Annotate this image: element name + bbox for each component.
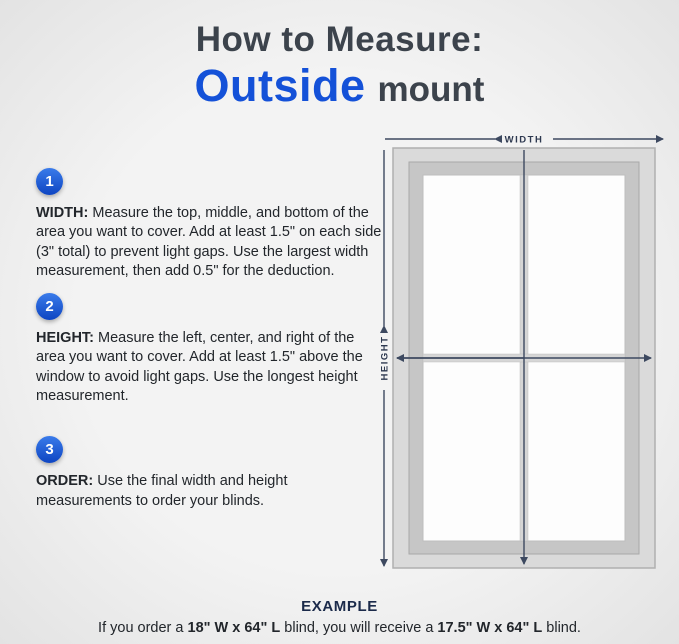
step-3-text [36, 472, 382, 511]
step-3-body: Use the final width and height measurements to order your blinds. [36, 473, 288, 509]
window-diagram [377, 130, 671, 586]
height-label: HEIGHT [379, 335, 391, 381]
step-1-number: 1 [45, 173, 54, 190]
step-1-body: Measure the top, middle, and bottom of the area you want to cover. Add at least 1.5" on each side (3" total) to prevent light gaps. Use the largest width measurement, then add 0.5" for the deduction. [36, 205, 382, 279]
step-3-label: ORDER: [36, 473, 94, 490]
example-suffix: blind. [542, 620, 581, 636]
page-title [0, 20, 679, 112]
steps-column [36, 168, 382, 523]
step-3-badge [36, 436, 63, 463]
example-middle: blind, you will receive a [280, 620, 438, 636]
step-1 [36, 168, 382, 281]
title-line2 [0, 61, 679, 111]
title-accent: Outside [194, 60, 366, 112]
title-suffix: mount [377, 70, 485, 110]
example-section [0, 598, 679, 636]
step-2 [36, 293, 382, 406]
example-heading: EXAMPLE [301, 598, 378, 615]
title-line1: How to Measure: [195, 20, 484, 59]
step-1-text [36, 204, 382, 281]
step-2-number: 2 [45, 298, 54, 316]
step-2-body: Measure the left, center, and right of the area you want to cover. Add at least 1.5" above the window to avoid light gaps. Use the longest height measurement. [36, 330, 363, 404]
example-sentence [0, 620, 679, 636]
step-2-label: HEIGHT: [36, 330, 94, 347]
step-3-number: 3 [45, 441, 54, 459]
window-diagram-svg [377, 130, 671, 586]
step-2-badge [36, 293, 63, 320]
example-ordered-size: 18" W x 64" L [187, 620, 281, 636]
width-label: WIDTH [504, 134, 544, 146]
example-received-size: 17.5" W x 64" L [437, 620, 543, 636]
step-1-badge [36, 168, 63, 195]
step-2-text [36, 329, 382, 406]
step-1-label: WIDTH: [36, 205, 89, 221]
example-prefix: If you order a [98, 620, 188, 636]
step-3 [36, 436, 382, 511]
